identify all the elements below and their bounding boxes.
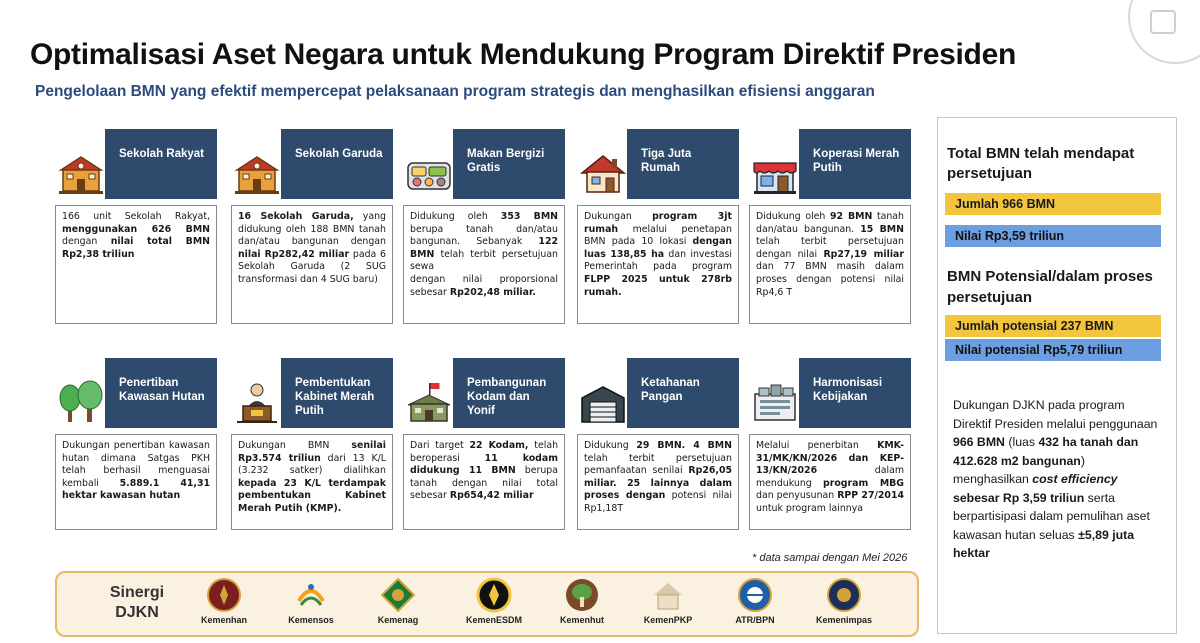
house-icon [579, 151, 627, 195]
square-icon [1150, 10, 1176, 34]
card-tiga-juta-rumah [577, 129, 739, 324]
page-subtitle: Pengelolaan BMN yang efektif mempercepat pelaksanaan program strategis dan menghasilkan efisiensi anggaran [35, 83, 875, 100]
kemenesdm-logo [459, 577, 529, 625]
card-label: Pembangunan Kodam dan Yonif [453, 358, 565, 428]
card-label: Sekolah Rakyat [105, 129, 217, 199]
card-ketahanan-pangan [577, 358, 739, 530]
card-description: 166 unit Sekolah Rakyat, menggunakan 626 BMN dengan nilai total BMN Rp2,38 triliun [55, 205, 217, 324]
card-description: Didukung oleh 353 BMN berupa tanah dan/atau bangunan. Sebanyak 122 BMN telah terbit persetujuan sewa dengan nilai proporsional sebesar Rp202,48 miliar. [403, 205, 565, 324]
kemenag-logo [363, 577, 433, 625]
card-pembangunan-kodam-dan-yonif [403, 358, 565, 530]
summary-note: Dukungan DJKN pada program Direktif Presiden melalui penggunaan 966 BMN (luas 432 ha tanah dan 412.628 m2 bangunan) menghasilkan cost efficiency sebesar Rp 3,59 triliun serta berpartisipasi dalam pemulihan aset kawasan hutan seluas ±5,89 juta hektar [953, 398, 1158, 560]
card-label: Ketahanan Pangan [627, 358, 739, 428]
approved-count-bar: Jumlah 966 BMN [945, 193, 1161, 215]
card-sekolah-rakyat [55, 129, 217, 324]
logo-label: Kemenhan [200, 615, 247, 625]
logo-label: Kemenimpas [815, 615, 873, 625]
kemenhan-logo [189, 577, 259, 625]
logo-label: KemenPKP [643, 615, 693, 625]
footnote: * data sampai dengan Mei 2026 [752, 552, 908, 564]
logo-label: Kemensos [288, 615, 334, 625]
card-description: Melalui penerbitan KMK-31/MK/KN/2026 dan KEP-13/KN/2026 dalam mendukung program MBG dan penyusunan RPP 27/2014 untuk program lainnya [749, 434, 911, 530]
summary-panel [937, 117, 1177, 634]
kemenhut-logo-icon [564, 577, 600, 613]
kemenhan-logo-icon [206, 577, 242, 613]
sinergi-footer [55, 571, 919, 637]
food-tray-icon [405, 151, 453, 195]
approved-value-bar: Nilai Rp3,59 triliun [945, 225, 1161, 247]
kemenpkp-logo-icon [650, 577, 686, 613]
card-description: Dukungan BMN senilai Rp3.574 triliun dari 13 K/L (3.232 satker) dialihkan kepada 23 K/L terdampak pembentukan Kabinet Merah Putih (KMP). [231, 434, 393, 530]
atrbpn-logo-icon [737, 577, 773, 613]
potential-title: BMN Potensial/dalam proses persetujuan [947, 268, 1153, 306]
shop-icon [751, 151, 799, 195]
sinergi-label: Sinergi DJKN [109, 584, 165, 621]
card-label: Koperasi Merah Putih [799, 129, 911, 199]
potential-count-bar: Jumlah potensial 237 BMN [945, 315, 1161, 337]
card-penertiban-kawasan-hutan [55, 358, 217, 530]
kemenag-logo-icon [380, 577, 416, 613]
logo-label: Kemenhut [559, 615, 604, 625]
logo-label: ATR/BPN [735, 615, 775, 625]
card-label: Sekolah Garuda [281, 129, 393, 199]
card-sekolah-garuda [231, 129, 393, 324]
atrbpn-logo [720, 577, 790, 625]
logo-label: KemenESDM [465, 615, 522, 625]
card-pembentukan-kabinet-merah-putih [231, 358, 393, 530]
school-icon [57, 151, 105, 195]
card-harmonisasi-kebijakan [749, 358, 911, 530]
card-description: 16 Sekolah Garuda, yang didukung oleh 188 BMN tanah dan/atau bangunan dengan nilai Rp282,42 miliar pada 6 Sekolah Garuda (2 SUG transformasi dan 4 SUG baru) [231, 205, 393, 324]
page-title: Optimalisasi Aset Negara untuk Mendukung Program Direktif Presiden [30, 38, 1016, 71]
tree-icon [57, 380, 105, 424]
card-makan-bergizi-gratis [403, 129, 565, 324]
card-description: Dukungan program 3jt rumah melalui penetapan BMN pada 10 lokasi dengan luas 138,85 ha dan investasi Pemerintah pada program FLPP 2025 untuk 278rb rumah. [577, 205, 739, 324]
card-description: Didukung oleh 92 BMN tanah dan/atau bangunan. 15 BMN telah terbit persetujuan dengan nilai Rp27,19 miliar dan 77 BMN masih dalam proses dengan potensi nilai Rp4,6 T [749, 205, 911, 324]
logo-label: Kemenag [377, 615, 419, 625]
kemenimpas-logo [809, 577, 879, 625]
approved-title: Total BMN telah mendapat persetujuan [947, 145, 1135, 182]
card-label: Penertiban Kawasan Hutan [105, 358, 217, 428]
kemenesdm-logo-icon [476, 577, 512, 613]
kemensos-logo [276, 577, 346, 625]
card-description: Dukungan penertiban kawasan hutan dimana Satgas PKH telah berhasil menguasai kembali 5.889.1 41,31 hektar kawasan hutan [55, 434, 217, 530]
card-label: Makan Bergizi Gratis [453, 129, 565, 199]
podium-icon [233, 380, 281, 424]
card-koperasi-merah-putih [749, 129, 911, 324]
card-label: Tiga Juta Rumah [627, 129, 739, 199]
kemensos-logo-icon [293, 577, 329, 613]
policy-icon [751, 380, 799, 424]
school-icon [233, 151, 281, 195]
kemenhut-logo [547, 577, 617, 625]
card-description: Didukung 29 BMN. 4 BMN telah terbit persetujuan pemanfaatan senilai Rp26,05 miliar. 25 lainnya dalam proses dengan potensi nilai Rp1,18T [577, 434, 739, 530]
barracks-icon [405, 380, 453, 424]
kemenpkp-logo [633, 577, 703, 625]
potential-value-bar: Nilai potensial Rp5,79 triliun [945, 339, 1161, 361]
kemenimpas-logo-icon [826, 577, 862, 613]
card-label: Harmonisasi Kebijakan [799, 358, 911, 428]
warehouse-icon [579, 380, 627, 424]
card-label: Pembentukan Kabinet Merah Putih [281, 358, 393, 428]
card-description: Dari target 22 Kodam, telah beroperasi 11 kodam didukung 11 BMN berupa tanah dengan nilai total sebesar Rp654,42 miliar [403, 434, 565, 530]
